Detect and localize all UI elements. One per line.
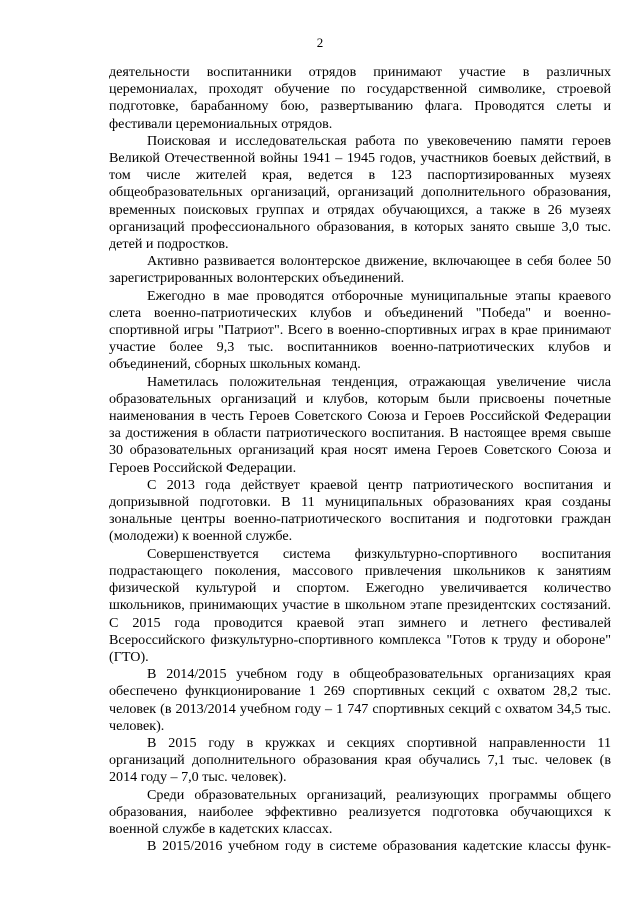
paragraph-cadet-training: Среди образовательных организаций, реализующих программы общего образования, наиболее эффективно реализуется подготовка обучающихся к военной службе в кадетских классах. bbox=[109, 786, 611, 837]
paragraph-sports-education: Совершенствуется система физкультурно-спортивного воспитания подрастающего поколения, массового привлечения школьников к занятиям физической культурой и спортом. Ежегодно увеличивается количество школьников, принимающих участие в школьном этапе президентских состязаний. С 2015 года проводится краевой этап зимнего и летнего фестивалей Всероссийского физкультурно-спортивного комплекса "Готов к труду и обороне" (ГТО). bbox=[109, 545, 611, 665]
paragraph-sports-sections: В 2014/2015 учебном году в общеобразовательных организациях края обеспечено функционирование 1 269 спортивных секций с охватом 28,2 тыс. человек (в 2013/2014 учебном году – 1 747 спортивных секций с охватом 34,5 тыс. человек). bbox=[109, 666, 611, 734]
paragraph-cadet-classes: В 2015/2016 учебном году в системе образования кадетские классы функ- bbox=[147, 838, 611, 855]
paragraph-search-research: Поисковая и исследовательская работа по увековечению памяти героев Великой Отечественной войны 1941 – 1945 годов, участников боевых действий, в том числе жителей края, ведется в 123 паспортизированных музеях общеобразовательных организаций, организаций дополнительного образования, временных поисковых группах и отрядах обучающихся, а также в 26 музеях организаций профессионального образования, в которых занято свыше 3,0 тыс. детей и подростков. bbox=[109, 132, 611, 253]
paragraph-volunteer: Активно развивается волонтерское движение, включающее в себя более 50 зарегистрированных волонтерских объединений. bbox=[109, 253, 611, 287]
paragraph-military-games: Ежегодно в мае проводятся отборочные муниципальные этапы краевого слета военно-патриотических клубов и объединений "Победа" и военно-спортивной игры "Патриот". Всего в военно-спортивных играх в крае принимают участие более 9,3 тыс. воспитанников военно-патриотических клубов и объединений, сборных школьных команд. bbox=[109, 287, 611, 373]
paragraph-patriotic-center: С 2013 года действует краевой центр патриотического воспитания и допризывной подготовки. В 11 муниципальных образованиях края созданы зональные центры военно-патриотического воспитания и подготовки граждан (молодежи) к военной службе. bbox=[109, 476, 611, 545]
paragraph-sports-clubs: В 2015 году в кружках и секциях спортивной направленности 11 организаций дополнительного образования края обучались 7,1 тыс. человек (в 2014 году – 7,0 тыс. человек). bbox=[109, 734, 611, 786]
paragraph-ceremonial-units: деятельности воспитанники отрядов принимают участие в различных церемониалах, проходят обучение по государственной символике, строевой подготовке, барабанному бою, развертыванию флага. Проводятся слеты и фестивали церемониальных отрядов. bbox=[109, 64, 611, 132]
document-body bbox=[109, 64, 611, 855]
paragraph-honorary-names: Наметилась положительная тенденция, отражающая увеличение числа образовательных организаций и клубов, которым были присвоены почетные наименования в честь Героев Советского Союза и Героев Российской Федерации за достижения в области патриотического воспитания. В настоящее время свыше 30 образовательных организаций края носят имена Героев Советского Союза и Героев Российской Федерации. bbox=[109, 373, 611, 476]
page-number: 2 bbox=[316, 35, 324, 50]
